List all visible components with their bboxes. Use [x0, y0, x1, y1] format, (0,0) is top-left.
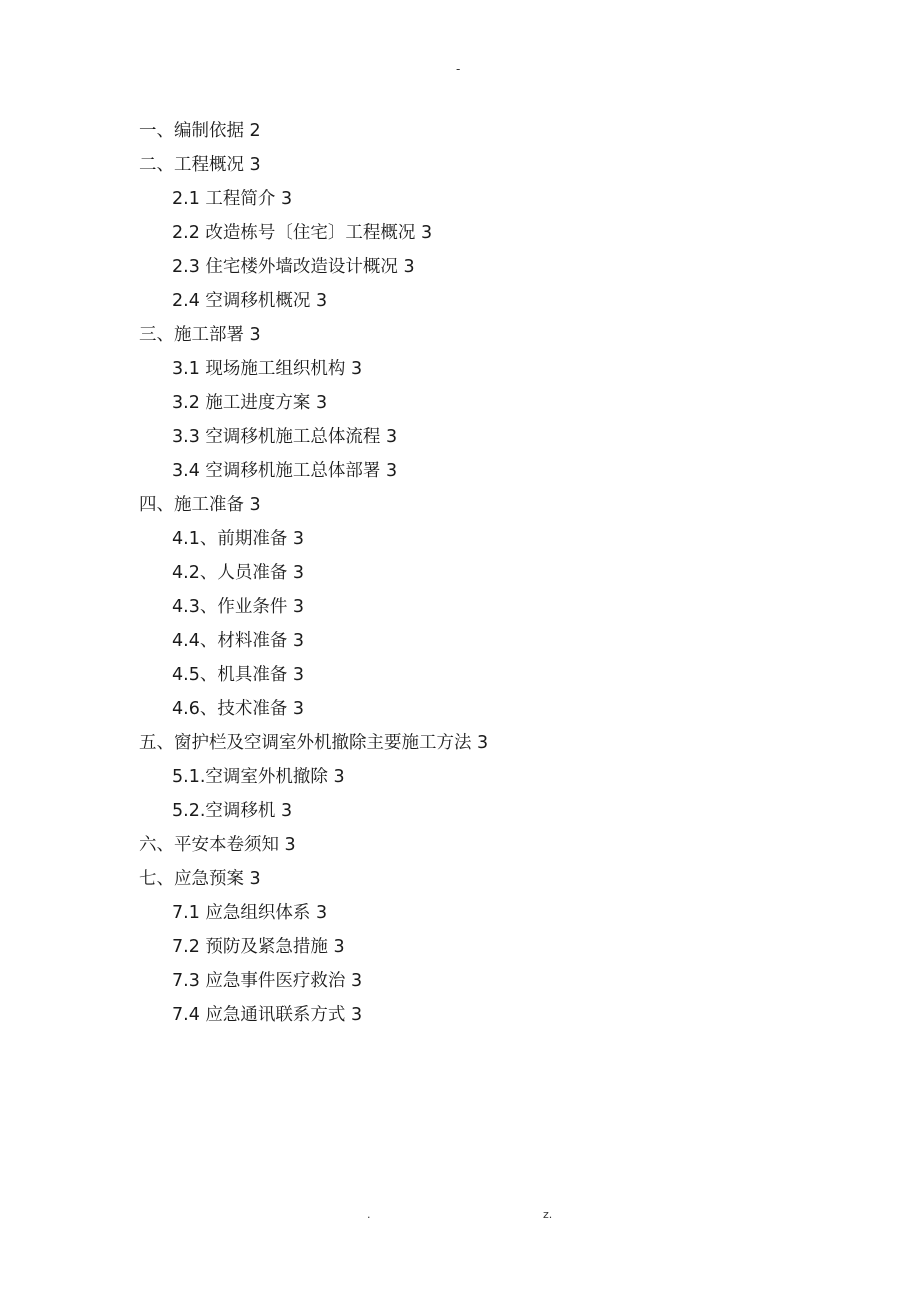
footer-mark-right: z. [543, 1208, 553, 1221]
toc-entry[interactable]: 7.3 应急事件医疗救治 3 [172, 971, 363, 991]
footer-mark-left: . [367, 1208, 371, 1221]
header-mark: - [456, 62, 461, 76]
toc-entry[interactable]: 四、施工准备 3 [139, 495, 261, 515]
toc-entry[interactable]: 4.5、机具准备 3 [172, 665, 305, 685]
toc-entry[interactable]: 7.1 应急组织体系 3 [172, 903, 328, 923]
toc-entry[interactable]: 4.2、人员准备 3 [172, 563, 305, 583]
toc-entry[interactable]: 六、平安本卷须知 3 [139, 835, 296, 855]
toc-entry[interactable]: 2.4 空调移机概况 3 [172, 291, 328, 311]
toc-entry[interactable]: 5.1.空调室外机撤除 3 [172, 767, 345, 787]
toc-entry[interactable]: 2.1 工程简介 3 [172, 189, 293, 209]
toc-entry[interactable]: 3.4 空调移机施工总体部署 3 [172, 461, 398, 481]
toc-entry[interactable]: 7.2 预防及紧急措施 3 [172, 937, 345, 957]
toc-entry[interactable]: 4.4、材料准备 3 [172, 631, 305, 651]
toc-entry[interactable]: 三、施工部署 3 [139, 325, 261, 345]
toc-entry[interactable]: 2.2 改造栋号〔住宅〕工程概况 3 [172, 223, 433, 243]
toc-entry[interactable]: 7.4 应急通讯联系方式 3 [172, 1005, 363, 1025]
toc-entry[interactable]: 5.2.空调移机 3 [172, 801, 293, 821]
table-of-contents [0, 114, 920, 1032]
toc-entry[interactable]: 2.3 住宅楼外墙改造设计概况 3 [172, 257, 415, 277]
toc-entry[interactable]: 3.1 现场施工组织机构 3 [172, 359, 363, 379]
toc-entry[interactable]: 4.1、前期准备 3 [172, 529, 305, 549]
toc-entry[interactable]: 五、窗护栏及空调室外机撤除主要施工方法 3 [139, 733, 489, 753]
toc-entry[interactable]: 3.3 空调移机施工总体流程 3 [172, 427, 398, 447]
toc-entry[interactable]: 3.2 施工进度方案 3 [172, 393, 328, 413]
toc-entry[interactable]: 4.6、技术准备 3 [172, 699, 305, 719]
toc-entry[interactable]: 二、工程概况 3 [139, 155, 261, 175]
toc-entry[interactable]: 七、应急预案 3 [139, 869, 261, 889]
toc-entry[interactable]: 一、编制依据 2 [139, 121, 261, 141]
toc-entry[interactable]: 4.3、作业条件 3 [172, 597, 305, 617]
